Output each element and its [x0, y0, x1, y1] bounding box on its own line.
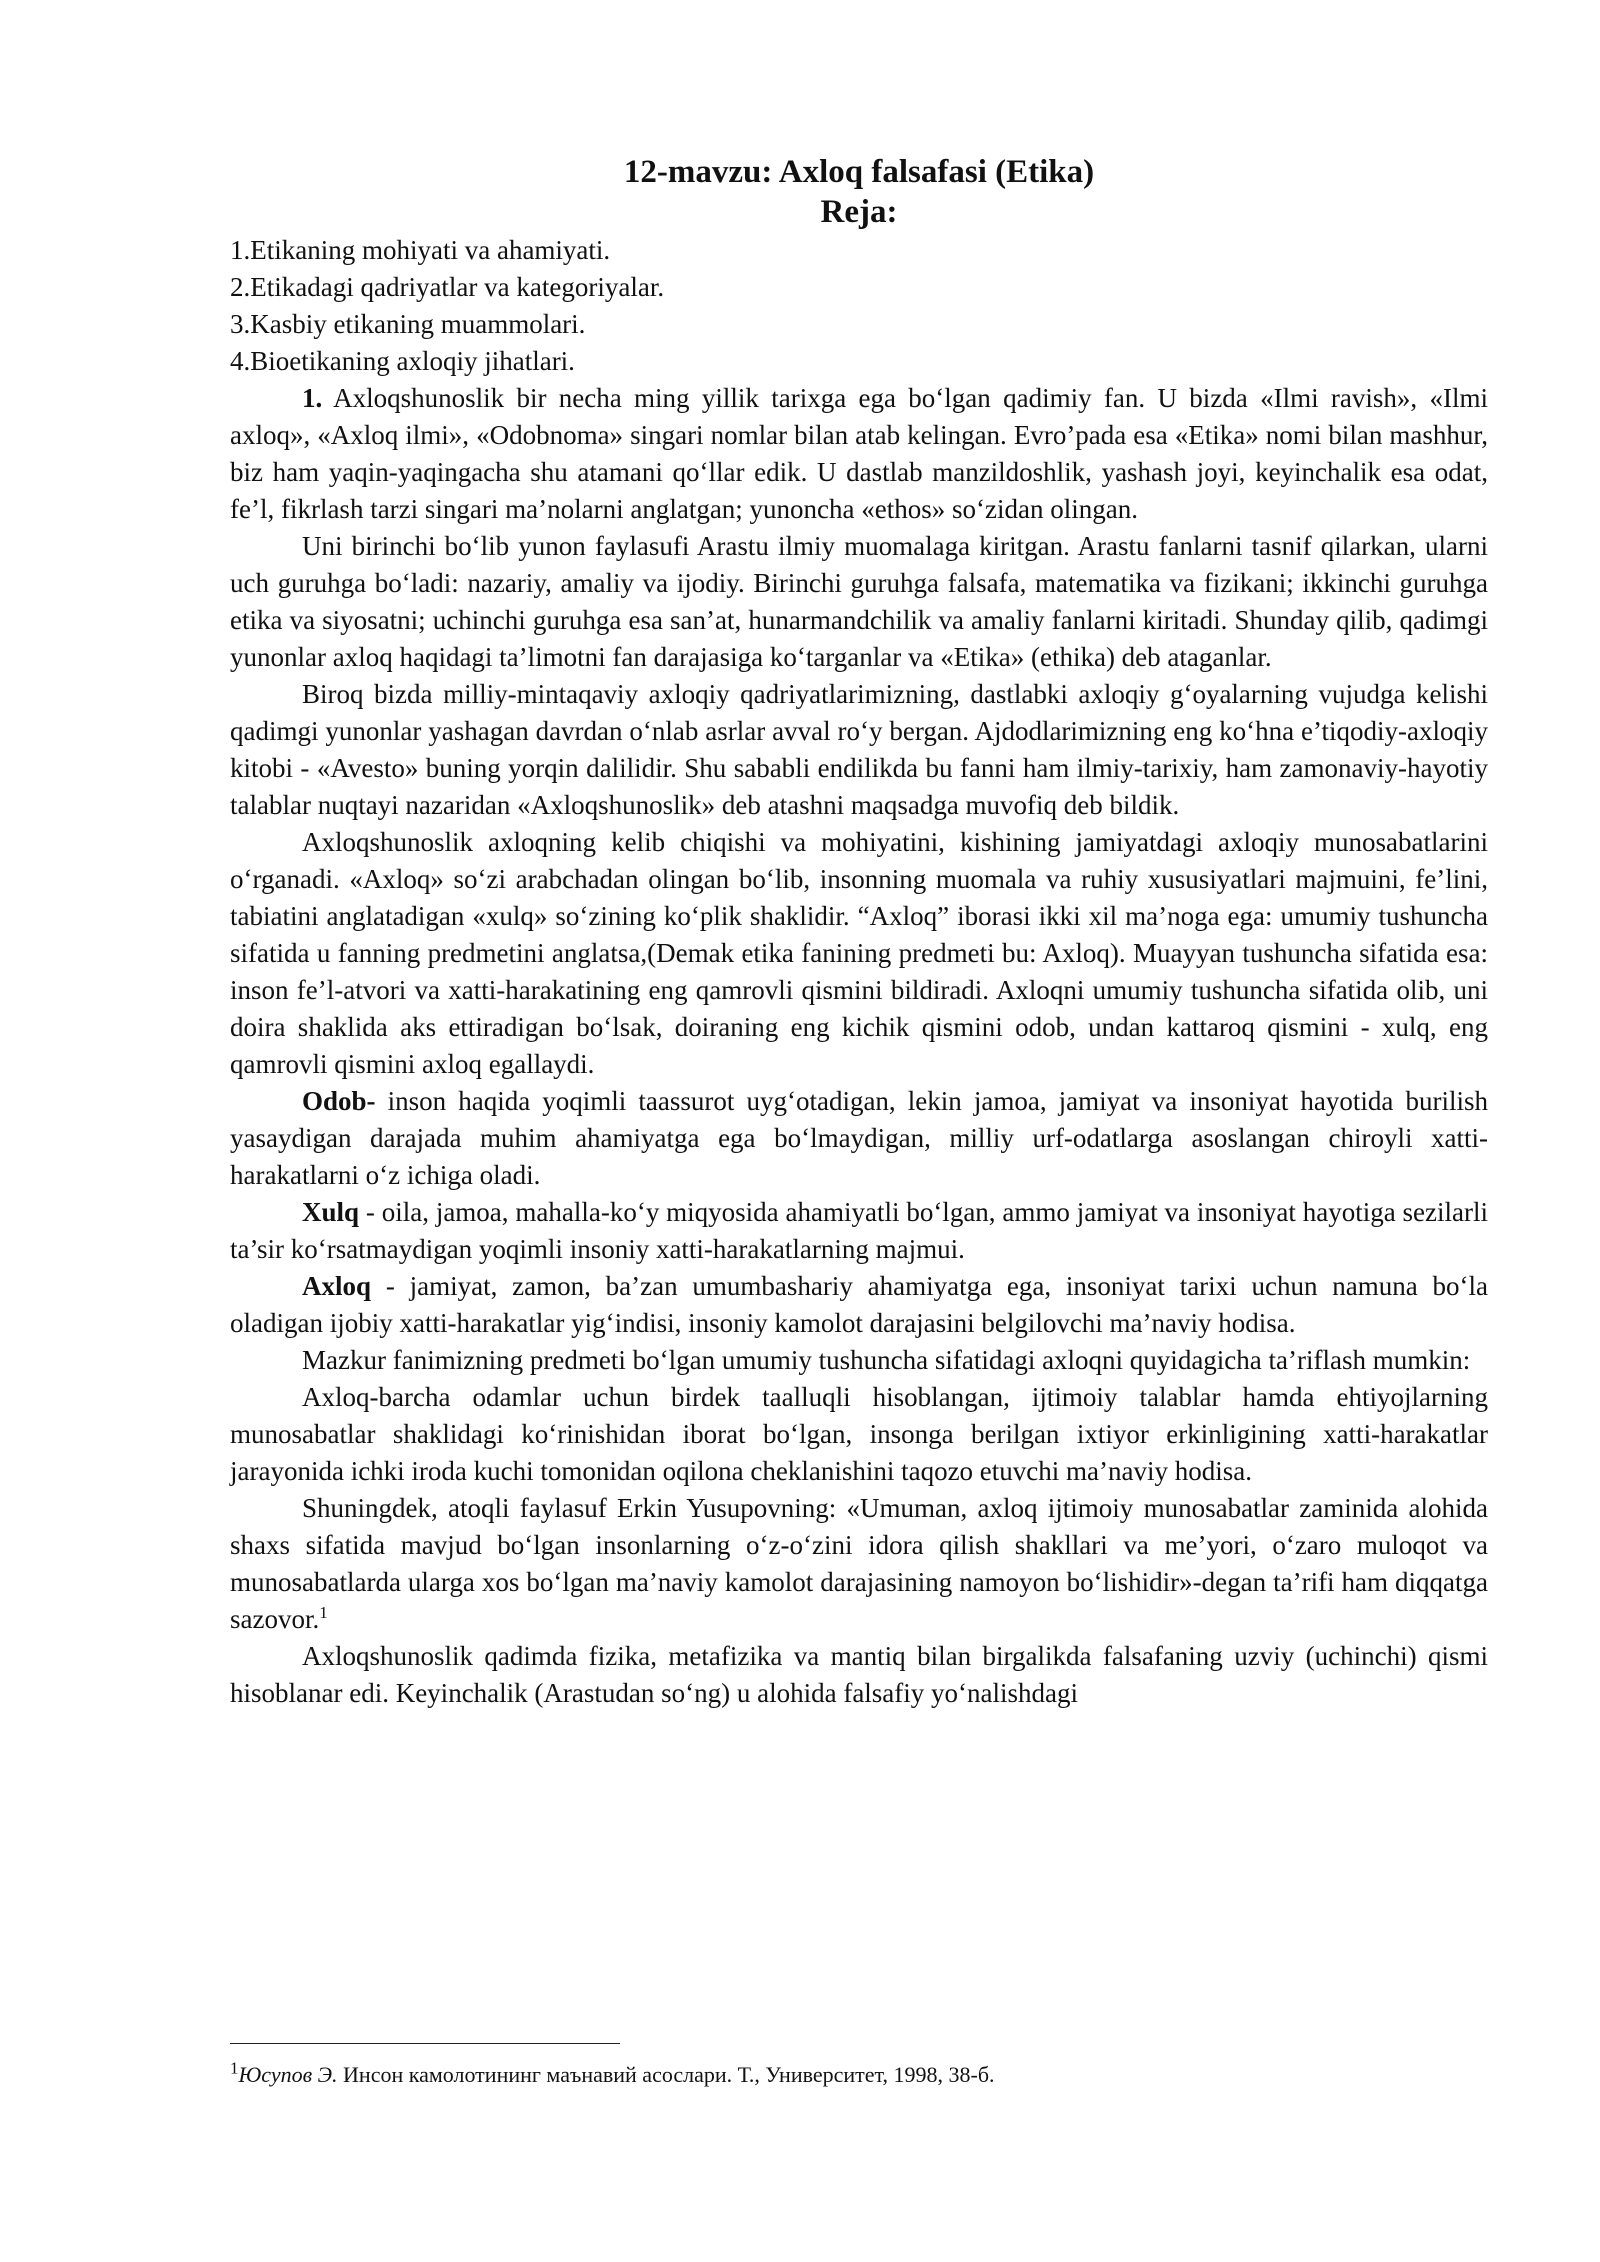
plan-item: 4.Bioetikaning axloqiy jihatlari.: [230, 346, 575, 376]
paragraph-text: inson haqida yoqimli taassurot uyg‘otadigan, lekin jamoa, jamiyat va insoniyat hayotida burilish yasaydigan darajada muhim ahamiyatga ega bo‘lmaydigan, milliy urf-odatlarga asoslangan chiroyli xatti-harakatlarni o‘z ichiga oladi.: [230, 1086, 1488, 1190]
plan-list: [230, 232, 1488, 380]
paragraph-text: Axloqshunoslik qadimda fizika, metafizika va mantiq bilan birgalikda falsafaning uzviy (uchinchi) qismi hisoblanar edi. Keyinchalik (Arastudan so‘ng) u alohida falsafiy yo‘nalishdagi: [230, 1641, 1488, 1708]
paragraph: [230, 528, 1488, 676]
paragraph: [230, 1490, 1488, 1638]
plan-item: 2.Etikadagi qadriyatlar va kategoriyalar.: [230, 272, 665, 302]
term-axloq: Axloq: [302, 1271, 372, 1301]
paragraph: [230, 824, 1488, 1083]
paragraph-text: - oila, jamoa, mahalla-ko‘y miqyosida ahamiyatli bo‘lgan, ammo jamiyat va insoniyat hayotiga sezilarli ta’sir ko‘rsatmaydigan yoqimli insoniy xatti-harakatlarning majmui.: [230, 1197, 1488, 1264]
plan-item: 1.Etikaning mohiyati va ahamiyati.: [230, 235, 611, 265]
paragraph-text: Axloqshunoslik bir necha ming yillik tarixga ega bo‘lgan qadimiy fan. U bizda «Ilmi ravish», «Ilmi axloq», «Axloq ilmi», «Odobnoma» singari nomlar bilan atab kelingan. Evro’pada esa «Etika» nomi bilan mashhur, biz ham yaqin-yaqingacha shu atamani qo‘llar edik. U dastlab manzildoshlik, yashash joyi, keyinchalik esa odat, fe’l, fikrlash tarzi singari ma’nolarni anglatgan; yunoncha «ethos» so‘zidan olingan.: [230, 383, 1488, 524]
footnote-divider: [230, 2043, 620, 2044]
paragraph: [230, 1194, 1488, 1268]
term-xulq: Xulq: [302, 1197, 360, 1227]
paragraph-text: Mazkur fanimizning predmeti bo‘lgan umumiy tushuncha sifatidagi axloqni quyidagicha ta’riflash mumkin:: [302, 1345, 1471, 1375]
paragraph-text: Axloq-barcha odamlar uchun birdek taalluqli hisoblangan, ijtimoiy talablar hamda ehtiyojlarning munosabatlar shaklidagi ko‘rinishidan iborat bo‘lgan, insonga berilgan ixtiyor erkinligining xatti-harakatlar jarayonida ichki iroda kuchi tomonidan oqilona cheklanishini taqozo etuvchi ma’naviy hodisa.: [230, 1382, 1488, 1486]
paragraph-text: Biroq bizda milliy-mintaqaviy axloqiy qadriyatlarimizning, dastlabki axloqiy g‘oyalarning vujudga kelishi qadimgi yunonlar yashagan davrdan o‘nlab asrlar avval ro‘y bergan. Ajdodlarimizning eng ko‘hna e’tiqodiy-axloqiy kitobi - «Avesto» buning yorqin dalilidir. Shu sababli endilikda bu fanni ham ilmiy-tarixiy, ham zamonaviy-hayotiy talablar nuqtayi nazaridan «Axloqshunoslik» deb atashni maqsadga muvofiq deb bildik.: [230, 679, 1488, 820]
paragraph: [230, 1268, 1488, 1342]
paragraph: [230, 1342, 1488, 1379]
plan-item: 3.Kasbiy etikaning muammolari.: [230, 309, 586, 339]
footnote-author: Юсупов Э.: [238, 2062, 338, 2087]
page-title: 12-mavzu: Axloq falsafasi (Etika): [623, 154, 1095, 190]
footnote-text: Инсон камолотининг маънавий асослари. Т., Университет, 1998, 38-б.: [337, 2062, 995, 2087]
page-subtitle: Reja:: [820, 194, 898, 230]
paragraph-text: Shuningdek, atoqli faylasuf Erkin Yusupovning: «Umuman, axloq ijtimoiy munosabatlar zaminida alohida shaxs sifatida mavjud bo‘lgan insonlarning o‘z-o‘zini idora qilish shakllari va me’yori, o‘zaro muloqot va munosabatlarda ularga xos bo‘lgan ma’naviy kamolot darajasining namoyon bo‘lishidir»-degan ta’rifi ham diqqatga sazovor.: [230, 1493, 1488, 1634]
paragraph: [230, 676, 1488, 824]
term-odob: Odob-: [302, 1086, 376, 1116]
paragraph-text: - jamiyat, zamon, ba’zan umumbashariy ahamiyatga ega, insoniyat tarixi uchun namuna bo‘la oladigan ijobiy xatti-harakatlar yig‘indisi, insoniy kamolot darajasini belgilovchi ma’naviy hodisa.: [230, 1271, 1488, 1338]
paragraph-text: Uni birinchi bo‘lib yunon faylasufi Arastu ilmiy muomalaga kiritgan. Arastu fanlarni tasnif qilarkan, ularni uch guruhga bo‘ladi: nazariy, amaliy va ijodiy. Birinchi guruhga falsafa, matematika va fizikani; ikkinchi guruhga etika va siyosatni; uchinchi guruhga esa san’at, hunarmandchilik va amaliy fanlarni kiritadi. Shunday qilib, qadimgi yunonlar axloq haqidagi ta’limotni fan darajasiga ko‘targanlar va «Etika» (ethika) deb ataganlar.: [230, 531, 1488, 672]
paragraph-text: Axloqshunoslik axloqning kelib chiqishi va mohiyatini, kishining jamiyatdagi axloqiy munosabatlarini o‘rganadi. «Axloq» so‘zi arabchadan olingan bo‘lib, insonning muomala va ruhiy xususiyatlari majmuini, fe’lini, tabiatini anglatadigan «xulq» so‘zining ko‘plik shaklidir. “Axloq” iborasi ikki xil ma’noga ega: umumiy tushuncha sifatida u fanning predmetini anglatsa,(Demak etika fanining predmeti bu: Axloq). Muayyan tushuncha sifatida esa: inson fe’l-atvori va xatti-harakatining eng qamrovli qismini bildiradi. Axloqni umumiy tushuncha sifatida olib, uni doira shaklida aks ettiradigan bo‘lsak, doiraning eng kichik qismini odob, undan kattaroq qismini - xulq, eng qamrovli qismini axloq egallaydi.: [230, 827, 1488, 1079]
footnote-marker: 1: [230, 2058, 239, 2078]
paragraph: [230, 1638, 1488, 1712]
footnote-reference[interactable]: 1: [319, 1603, 328, 1622]
paragraph-lead: 1.: [302, 383, 323, 413]
paragraph: [230, 1379, 1488, 1490]
paragraph: [230, 380, 1488, 528]
document-page: [230, 152, 1488, 1712]
footnote: [230, 2060, 1488, 2090]
paragraph: [230, 1083, 1488, 1194]
body-text: [230, 380, 1488, 1712]
